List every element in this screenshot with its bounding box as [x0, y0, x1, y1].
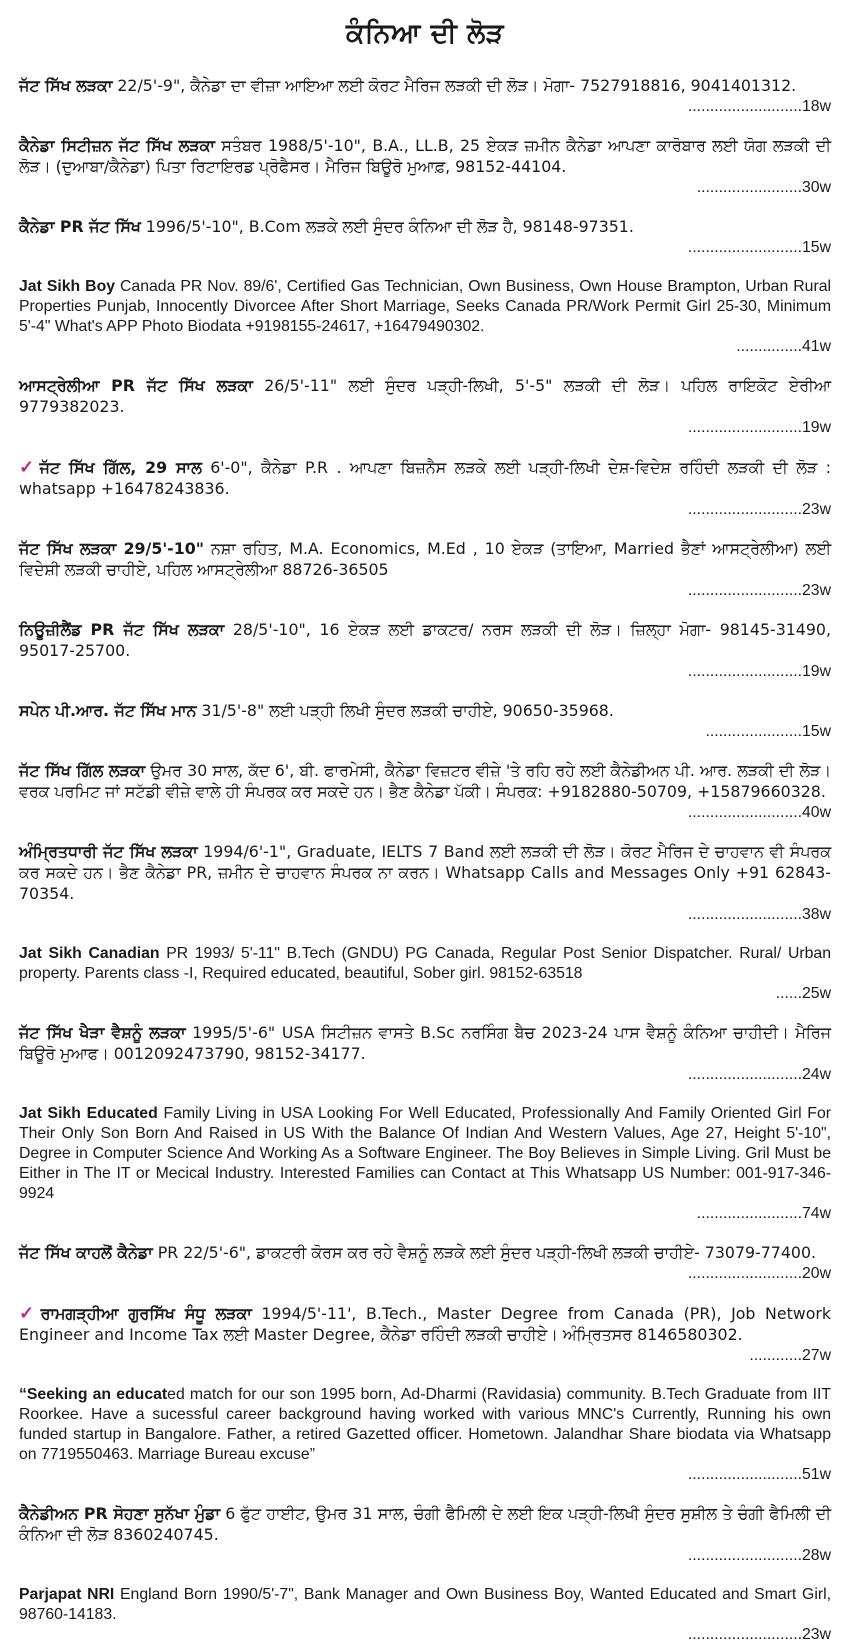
- page-title: ਕੰਨਿਆ ਦੀ ਲੋੜ: [345, 18, 505, 49]
- ad-word-count: ............27w: [749, 1347, 831, 1364]
- ad-word-count: ..........................28w: [687, 1547, 831, 1564]
- classified-ad: [19, 1303, 831, 1366]
- classified-ad: [19, 1504, 831, 1566]
- ad-word-count: ..........................15w: [687, 239, 831, 256]
- ad-headline: ਅੰਮ੍ਰਿਤਧਾਰੀ ਜੱਟ ਸਿੱਖ ਲੜਕਾ: [19, 842, 198, 861]
- ad-body: PR 22/5'-6", ਡਾਕਟਰੀ ਕੋਰਸ ਕਰ ਰਹੇ ਵੈਸ਼ਨੂੰ ਲੜਕੇ ਲਈ ਸੁੰਦਰ ਪੜ੍ਹੀ-ਲਿਖੀ ਲੜਕੀ ਚਾਹੀਏ- 73079-77400.: [152, 1243, 817, 1262]
- ad-body: PR 1993/ 5'-11" B.Tech (GNDU) PG Canada, Regular Post Senior Dispatcher. Rural/ Urban property. Parents class -I, Required educated, beautiful, Sober girl. 98152-63518: [19, 945, 831, 982]
- ad-headline: Jat Sikh Boy: [19, 278, 116, 295]
- ad-headline: ਜੱਟ ਸਿੱਖ ਲੜਕਾ 29/5'-10": [19, 539, 204, 558]
- checkmark-icon: ✓: [19, 1303, 39, 1323]
- ad-word-count: ..........................23w: [687, 582, 831, 599]
- classified-ad: [19, 1385, 831, 1485]
- classified-ad: [19, 376, 831, 438]
- classified-ad: [19, 701, 831, 742]
- ad-word-count: ......................15w: [705, 723, 831, 740]
- checkmark-icon: ✓: [19, 457, 38, 477]
- ad-headline: ਨਿਊਜ਼ੀਲੈਂਡ PR ਜੱਟ ਸਿੱਖ ਲੜਕਾ: [19, 620, 225, 639]
- ad-word-count: ..........................23w: [687, 501, 831, 518]
- classified-ad: [19, 136, 831, 198]
- ad-word-count: ..........................19w: [687, 663, 831, 680]
- classified-ad: [19, 1243, 831, 1284]
- ad-body: 1995/5'-6" USA ਸਿਟੀਜ਼ਨ ਵਾਸਤੇ B.Sc ਨਰਸਿੰਗ ਬੈਚ 2023-24 ਪਾਸ ਵੈਸ਼ਨੂੰ ਕੰਨਿਆ ਚਾਹੀਦੀ। ਮੈਰਿਜ ਬਿਊਰੋ ਮੁਆਫ। 0012092473790, 98152-34177.: [19, 1023, 831, 1063]
- ad-word-count: ......25w: [775, 985, 831, 1002]
- ad-headline: Parjapat NRI: [19, 1586, 115, 1603]
- ad-body: ਉਮਰ 30 ਸਾਲ, ਕੱਦ 6', ਬੀ. ਫਾਰਮੇਸੀ, ਕੈਨੇਡਾ ਵਿਜ਼ਟਰ ਵੀਜ਼ੇ 'ਤੇ ਰਹਿ ਰਹੇ ਲਈ ਕੈਨੇਡੀਅਨ ਪੀ. ਆਰ. ਲੜਕੀ ਦੀ ਲੋੜ। ਵਰਕ ਪਰਮਿਟ ਜਾਂ ਸਟੱਡੀ ਵੀਜ਼ੇ ਵਾਲੇ ਹੀ ਸੰਪਰਕ ਕਰ ਸਕਦੇ ਹਨ। ਭੈਣ ਕੈਨੇਡਾ ਪੱਕੀ। ਸੰਪਰਕ: +9182880-50709, +15879660328.: [19, 761, 831, 801]
- ad-headline: Jat Sikh Canadian: [19, 945, 160, 962]
- classified-ad: [19, 1104, 831, 1224]
- ad-headline: ਜੱਟ ਸਿੱਖ ਕਾਹਲੋਂ ਕੈਨੇਡਾ: [19, 1243, 153, 1262]
- ad-headline: ਕੈਨੇਡਾ PR ਜੱਟ ਸਿੱਖ: [19, 217, 141, 236]
- ad-headline: ਜੱਟ ਸਿੱਖ ਲੜਕਾ: [19, 76, 113, 95]
- classified-ad: [19, 76, 831, 117]
- ad-body: Family Living in USA Looking For Well Educated, Professionally And Family Oriented Girl For Their Only Son Born And Raised in US With the Balance Of Indian And Western Values, Age 27, Height 5'-10", Degree in Computer Science And Working As a Software Engineer. The Boy Believes in Simple Living. Gril Must be Either in The IT or Mecical Industry. Interested Families can Contact at This Whatsapp US Number: 001-917-346-9924: [19, 1105, 831, 1202]
- ad-headline: ਜੱਟ ਸਿੱਖ ਗਿੱਲ, 29 ਸਾਲ: [39, 458, 202, 477]
- ad-headline: Jat Sikh Educated: [19, 1105, 158, 1122]
- ad-headline: “Seeking an educat: [19, 1386, 168, 1403]
- ad-body: 1996/5'-10", B.Com ਲੜਕੇ ਲਈ ਸੁੰਦਰ ਕੰਨਿਆ ਦੀ ਲੋੜ ਹੈ, 98148-97351.: [140, 217, 634, 236]
- ad-headline: ਜੱਟ ਸਿੱਖ ਗਿੱਲ ਲੜਕਾ: [19, 761, 146, 780]
- ad-headline: ਰਾਮਗੜ੍ਹੀਆ ਗੁਰਸਿੱਖ ਸੰਧੂ ਲੜਕਾ: [40, 1304, 252, 1323]
- ad-body: 28/5'-10", 16 ਏਕੜ ਲਈ ਡਾਕਟਰ/ ਨਰਸ ਲੜਕੀ ਦੀ ਲੋੜ। ਜ਼ਿਲ੍ਹਾ ਮੋਗਾ- 98145-31490, 95017-25700.: [19, 620, 831, 660]
- classified-ad: [19, 277, 831, 357]
- ad-word-count: ..........................51w: [687, 1466, 831, 1483]
- classified-ad: [19, 1585, 831, 1645]
- classified-ad: [19, 1023, 831, 1085]
- ad-body: 31/5'-8" ਲਈ ਪੜ੍ਹੀ ਲਿਖੀ ਸੁੰਦਰ ਲੜਕੀ ਚਾਹੀਏ, 90650-35968.: [196, 701, 614, 720]
- classified-ad: [19, 620, 831, 682]
- ad-headline: ਜੱਟ ਸਿੱਖ ਖੈੜਾ ਵੈਸ਼ਨੂੰ ਲੜਕਾ: [19, 1023, 186, 1042]
- ad-body: 26/5'-11" ਲਈ ਸੁੰਦਰ ਪੜ੍ਹੀ-ਲਿਖੀ, 5'-5" ਲੜਕੀ ਦੀ ਲੋੜ। ਪਹਿਲ ਰਾਇਕੋਟ ਏਰੀਆ 9779382023.: [19, 376, 831, 416]
- ad-word-count: ..........................38w: [687, 906, 831, 923]
- ad-body: 1994/5'-11', B.Tech., Master Degree from Canada (PR), Job Network Engineer and Income Tax ਲਈ Master Degree, ਕੈਨੇਡਾ ਰਹਿੰਦੀ ਲੜਕੀ ਚਾਹੀਏ। ਅੰਮ੍ਰਿਤਸਰ 8146580302.: [19, 1304, 832, 1344]
- classified-ad: [19, 457, 831, 520]
- ad-body: England Born 1990/5'-7", Bank Manager and Own Business Boy, Wanted Educated and Smart Girl, 98760-14183.: [19, 1586, 831, 1623]
- ad-headline: ਕੈਨੇਡੀਅਨ PR ਸੋਹਣਾ ਸੁਨੱਖਾ ਮੁੰਡਾ: [19, 1504, 220, 1523]
- ad-body: Canada PR Nov. 89/6', Certified Gas Technician, Own Business, Own House Brampton, Urban Rural Properties Punjab, Innocently Divorcee After Short Marriage, Seeks Canada PR/Work Permit Girl 25-30, Minimum 5'-4" What's APP Photo Biodata +9198155-24617, +16479490302.: [19, 278, 832, 335]
- ad-headline: ਸਪੇਨ ਪੀ.ਆਰ. ਜੱਟ ਸਿੱਖ ਮਾਨ: [19, 701, 197, 720]
- ad-body: ਨਸ਼ਾ ਰਹਿਤ, M.A. Economics, M.Ed , 10 ਏਕੜ (ਤਾਇਆ, Married ਭੈਣਾਂ ਆਸਟ੍ਰੇਲੀਆ) ਲਈ ਵਿਦੇਸ਼ੀ ਲੜਕੀ ਚਾਹੀਏ, ਪਹਿਲ ਆਸਟ੍ਰੇਲੀਆ 88726-36505: [19, 539, 831, 579]
- ad-word-count: ..........................23w: [687, 1626, 831, 1643]
- classified-ad: [19, 842, 831, 925]
- ad-headline: ਕੈਨੇਡਾ ਸਿਟੀਜ਼ਨ ਜੱਟ ਸਿੱਖ ਲੜਕਾ: [19, 136, 215, 155]
- classified-ad: [19, 761, 831, 823]
- classified-ad: [19, 217, 831, 258]
- ad-word-count: ...............41w: [736, 338, 831, 355]
- ad-body: ਸਤੰਬਰ 1988/5'-10", B.A., LL.B, 25 ਏਕੜ ਜ਼ਮੀਨ ਕੈਨੇਡਾ ਆਪਣਾ ਕਾਰੋਬਾਰ ਲਈ ਯੋਗ ਲੜਕੀ ਦੀ ਲੋੜ। (ਦੁਆਬਾ/ਕੈਨੇਡਾ) ਪਿਤਾ ਰਿਟਾਇਰਡ ਪ੍ਰੋਫੈਸਰ। ਮੈਰਿਜ ਬਿਊਰੋ ਮੁਆਫ਼, 98152-44104.: [19, 136, 831, 176]
- ad-body: ed match for our son 1995 born, Ad-Dharmi (Ravidasia) community. B.Tech Graduate from IIT Roorkee. Have a sucessful career background having worked with various MNC's Currently, Running his own funded startup in Bangalore. Father, a retired Gazetted officer. Hometown. Jalandhar Share biodata via Whatsapp on 7719550463. Marriage Bureau excuse”: [19, 1386, 832, 1463]
- ad-word-count: ........................30w: [696, 179, 831, 196]
- ad-word-count: ..........................19w: [687, 419, 831, 436]
- ad-headline: ਆਸਟ੍ਰੇਲੀਆ PR ਜੱਟ ਸਿੱਖ ਲੜਕਾ: [19, 376, 253, 395]
- ad-word-count: ........................74w: [696, 1205, 831, 1222]
- ad-body: 22/5'-9", ਕੈਨੇਡਾ ਦਾ ਵੀਜ਼ਾ ਆਇਆ ਲਈ ਕੋਰਟ ਮੈਰਿਜ ਲੜਕੀ ਦੀ ਲੋੜ। ਮੋਗਾ- 7527918816, 9041401312.: [112, 76, 797, 95]
- ad-body: 6'-0", ਕੈਨੇਡਾ P.R . ਆਪਣਾ ਬਿਜ਼ਨੈਸ ਲੜਕੇ ਲਈ ਪੜ੍ਹੀ-ਲਿਖੀ ਦੇਸ਼-ਵਿਦੇਸ਼ ਰਹਿੰਦੀ ਲੜਕੀ ਦੀ ਲੋੜ : whatsapp +16478243836.: [19, 458, 831, 498]
- ad-word-count: ..........................40w: [687, 804, 831, 821]
- ad-word-count: ..........................24w: [687, 1066, 831, 1083]
- classified-ad: [19, 539, 831, 601]
- classified-ad: [19, 944, 831, 1004]
- ads-list: [19, 76, 831, 1645]
- ad-word-count: ..........................20w: [687, 1265, 831, 1282]
- ad-word-count: ..........................18w: [687, 98, 831, 115]
- ad-body: 6 ਫੁੱਟ ਹਾਈਟ, ਉਮਰ 31 ਸਾਲ, ਚੰਗੀ ਫੈਮਿਲੀ ਦੇ ਲਈ ਇਕ ਪੜ੍ਹੀ-ਲਿਖੀ ਸੁੰਦਰ ਸੁਸ਼ੀਲ ਤੇ ਚੰਗੀ ਫੈਮਿਲੀ ਦੀ ਕੰਨਿਆ ਦੀ ਲੋੜ 8360240745.: [19, 1504, 831, 1544]
- ad-body: 1994/6'-1", Graduate, IELTS 7 Band ਲਈ ਲੜਕੀ ਦੀ ਲੋੜ। ਕੋਰਟ ਮੈਰਿਜ ਦੇ ਚਾਹਵਾਨ ਵੀ ਸੰਪਰਕ ਕਰ ਸਕਦੇ ਹਨ। ਭੈਣ ਕੈਨੇਡਾ PR, ਜ਼ਮੀਨ ਦੇ ਚਾਹਵਾਨ ਸੰਪਰਕ ਨਾ ਕਰਨ। Whatsapp Calls and Messages Only +91 62843-70354.: [19, 842, 832, 903]
